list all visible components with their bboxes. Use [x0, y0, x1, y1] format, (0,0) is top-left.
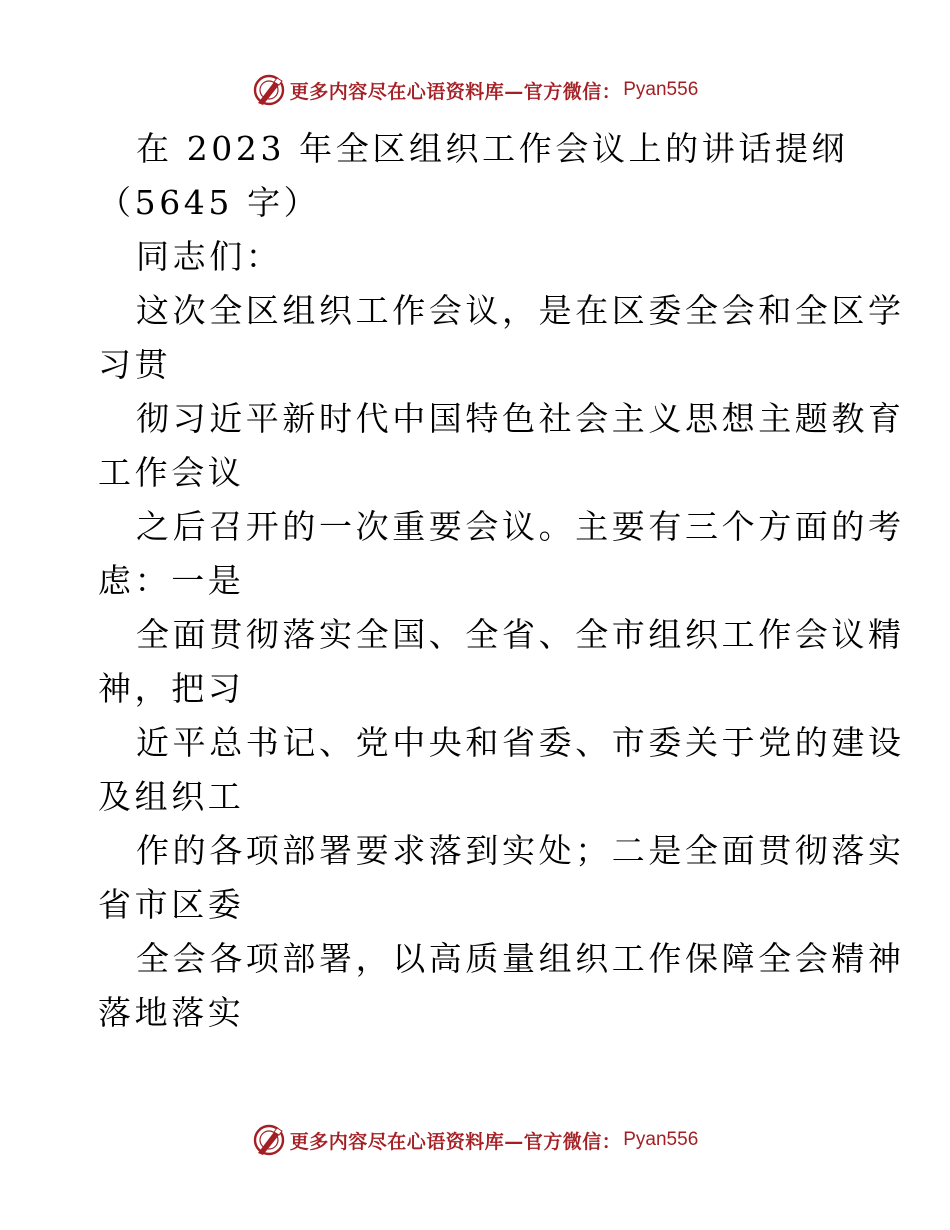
- text-line: 神，把习: [98, 669, 245, 708]
- text-line: 近平总书记、党中央和省委、市委关于党的建设: [136, 723, 905, 762]
- banner-wechat-id: Pyan556: [623, 1129, 699, 1150]
- text-line: 习贯: [98, 345, 172, 384]
- text-line: 彻习近平新时代中国特色社会主义思想主题教育: [136, 399, 905, 438]
- banner-text: 更多内容尽在心语资料库—官方微信：: [289, 80, 622, 103]
- text-line: 全面贯彻落实全国、全省、全市组织工作会议精: [136, 615, 905, 654]
- text-line: 全会各项部署，以高质量组织工作保障全会精神: [136, 939, 905, 978]
- document-subtitle: （5645 字）: [98, 183, 321, 222]
- text-line: 省市区委: [98, 885, 245, 924]
- text-line: 工作会议: [98, 453, 245, 492]
- text-line: 作的各项部署要求落到实处；二是全面贯彻落实: [136, 831, 905, 870]
- text-line: 落地落实: [98, 993, 245, 1032]
- document-title: 在 2023 年全区组织工作会议上的讲话提纲: [136, 129, 849, 168]
- text-line: 虑：一是: [98, 561, 245, 600]
- text-line: 及组织工: [98, 777, 245, 816]
- pen-logo-icon: [252, 1123, 286, 1157]
- salutation: 同志们：: [136, 237, 283, 276]
- banner-wechat-id: Pyan556: [623, 79, 699, 100]
- banner-text: 更多内容尽在心语资料库—官方微信：: [289, 1130, 622, 1153]
- document-body: [98, 122, 905, 1040]
- pen-logo-icon: [252, 73, 286, 107]
- footer-banner: [0, 1120, 950, 1160]
- text-line: 之后召开的一次重要会议。主要有三个方面的考: [136, 507, 905, 546]
- text-line: 这次全区组织工作会议，是在区委全会和全区学: [136, 291, 905, 330]
- header-banner: [0, 70, 950, 110]
